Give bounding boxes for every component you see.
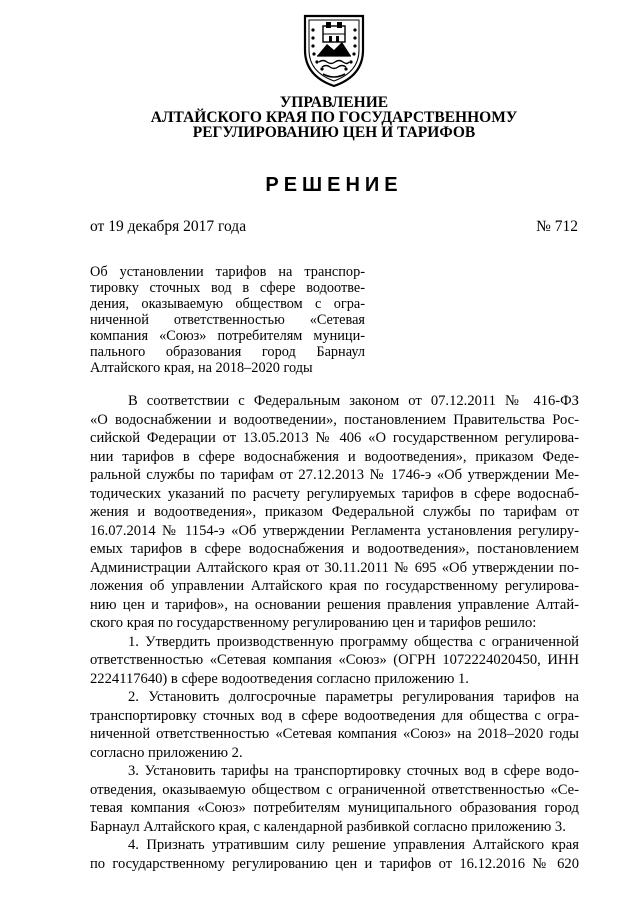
body-line: отведения, оказываемую обществом с ограниченной ответственностью «Се- (90, 781, 579, 798)
authority-line: АЛТАЙСКОГО КРАЯ ПО ГОСУДАРСТВЕННОМУ (150, 109, 518, 126)
body-line: ского края по государственному регулированию цен и тарифов решило: (90, 615, 537, 631)
body-line: тевая компания «Союз» потребителям муниципального образования город (90, 800, 579, 816)
authority-line: РЕГУЛИРОВАНИЮ ЦЕН И ТАРИФОВ (192, 124, 476, 141)
body-line: «О водоснабжении и водоотведении», постановлением Правительства Рос- (90, 411, 579, 428)
body-line: ниченной ответственностью «Сетевая компания «Союз» на 2018–2020 годы (90, 726, 579, 742)
body-line: 3. Установить тарифы на транспортировку сточных вод в сфере водо- (128, 763, 579, 779)
body-line: Барнаул Алтайского края, с календарной разбивкой согласно приложению 3. (90, 818, 566, 835)
body-line: транспортировку сточных вод в сфере водоотведения для общества с огра- (90, 707, 579, 724)
body-line: ральной службы по тарифам от 27.12.2013 № 1746-э «Об утверждении Ме- (90, 467, 579, 483)
body-line: ложения об управлении Алтайского края по государственному регулирова- (90, 578, 579, 594)
body-line: 2224117640) в сфере водоотведения согласно приложению 1. (90, 670, 469, 687)
body-line: по государственному регулированию цен и тарифов от 16.12.2016 № 620 (90, 855, 579, 872)
issuing-authority (90, 95, 578, 140)
document-body (90, 392, 579, 873)
document-date: от 19 декабря 2017 года (90, 218, 247, 235)
subject-line: компания «Союз» потребителям муници- (90, 328, 365, 344)
body-line: Администрации Алтайского края от 30.11.2011 № 695 «Об утверждении по- (90, 559, 579, 576)
body-line: ответственностью «Сетевая компания «Союз» (ОГРН 1072224020450, ИНН (90, 652, 579, 668)
body-line: 16.07.2014 № 1154-э «Об утверждении Регламента установления регулиру- (90, 522, 579, 539)
body-line: тодических указаний по расчету регулируемых тарифов в сфере водоснаб- (90, 485, 579, 502)
body-line: В соответствии с Федеральным законом от 07.12.2011 № 416-ФЗ (128, 393, 579, 409)
subject-line: пального образования город Барнаул (90, 344, 365, 360)
body-line: емых тарифов в сфере водоснабжения и водоотведения», постановлением (90, 541, 579, 557)
body-line: 4. Признать утратившим силу решение управления Алтайского края (128, 837, 579, 853)
body-line: сийской Федерации от 13.05.2013 № 406 «О государственном регулирова- (90, 430, 579, 446)
body-line: согласно приложению 2. (90, 744, 243, 761)
body-line: нию цен и тарифов», на основании решения правления управление Алтай- (90, 596, 579, 613)
body-line: нии тарифов в сфере водоснабжения и водоотведения», приказом Феде- (90, 448, 579, 465)
body-line: 2. Установить долгосрочные параметры регулирования тарифов на (128, 689, 579, 705)
subject-line: тировку сточных вод в сфере водоотве- (90, 280, 365, 296)
body-line: 1. Утвердить производственную программу общества с ограниченной (128, 633, 579, 650)
document-type-title: РЕШЕНИЕ (265, 174, 403, 196)
subject-line: ниченной ответственностью «Сетевая (90, 312, 365, 328)
document-number: № 712 (536, 218, 578, 235)
document-subject (90, 264, 365, 376)
altai-krai-coat-of-arms-icon (299, 10, 369, 88)
subject-line: дения, оказываемую обществом с огра- (90, 296, 365, 312)
subject-line: Алтайского края, на 2018–2020 годы (90, 360, 313, 376)
authority-line: УПРАВЛЕНИЕ (279, 94, 389, 111)
body-line: жения и водоотведения», приказом Федеральной службы по тарифам от (90, 504, 579, 520)
subject-line: Об установлении тарифов на транспор- (90, 264, 365, 280)
